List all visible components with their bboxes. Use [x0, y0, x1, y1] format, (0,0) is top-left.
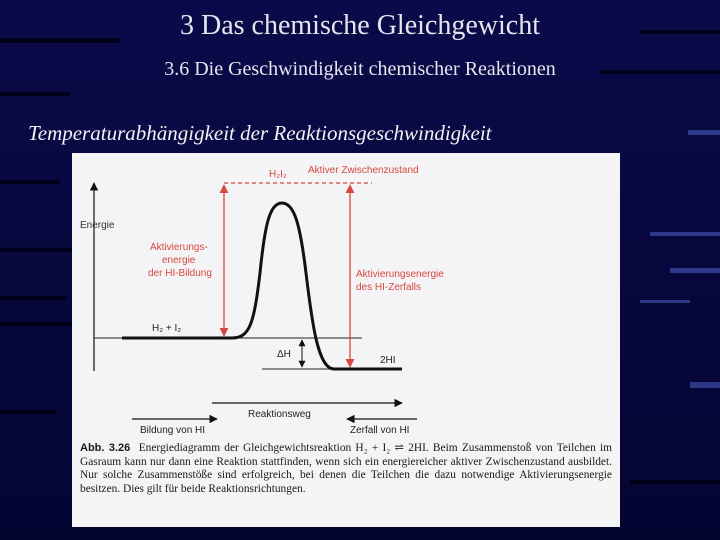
- top-state-label: Aktiver Zwischenzustand: [308, 165, 419, 176]
- slide-title: 3 Das chemische Gleichgewicht: [180, 10, 540, 41]
- top-species-label: H₂I₂: [269, 169, 287, 180]
- figure-caption: [80, 442, 612, 496]
- reaction-path-label: Reaktionsweg: [248, 409, 311, 420]
- activation-reverse-label-2: des HI-Zerfalls: [356, 282, 422, 293]
- activation-reverse-label-1: Aktivierungsenergie: [356, 269, 444, 280]
- caption-label: Abb. 3.26: [80, 442, 131, 454]
- energy-axis-label: Energie: [80, 220, 115, 231]
- delta-h-label: ΔH: [277, 349, 291, 360]
- activation-forward-label-3: der HI-Bildung: [148, 268, 212, 279]
- forward-direction-label: Bildung von HI: [140, 425, 206, 436]
- activation-forward-label-1: Aktivierungs-: [150, 242, 208, 253]
- caption-text: Energiediagramm der Gleichgewichtsreaktion H₂ + I₂ ⇌ 2HI. Beim Zusammenstoß von Teilchen im Gasraum kann nur dann eine Reaktion stattfinden, wenn sich ein energiereicher aktiver Zwischenzustand ausbildet. Nur solche Zusammenstöße sind erfolgreich, bei denen die Teilchen die dazu notwendige Aktivierungsenergie besitzen. Dies gilt für beide Reaktionsrichtungen.: [80, 442, 612, 495]
- section-heading: Temperaturabhängigkeit der Reaktionsgeschwindigkeit: [28, 121, 492, 145]
- activation-forward-label-2: energie: [162, 255, 196, 266]
- products-label: 2HI: [380, 355, 396, 366]
- slide-subtitle: 3.6 Die Geschwindigkeit chemischer Reaktionen: [164, 58, 556, 80]
- figure-panel: [72, 153, 620, 527]
- reverse-direction-label: Zerfall von HI: [350, 425, 410, 436]
- reactants-label: H₂ + I₂: [152, 323, 182, 334]
